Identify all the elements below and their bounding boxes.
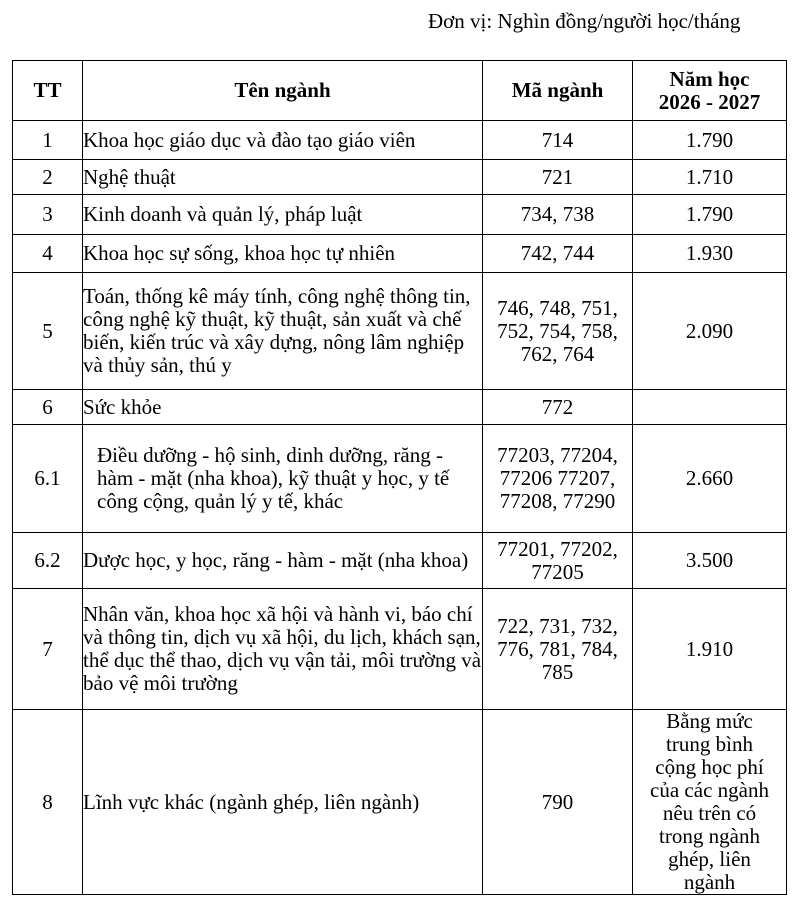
row-code-text: 77203, 77204, 77206 77207, 77208, 77290 [497,443,618,513]
header-name: Tên ngành [83,61,483,121]
row-name: Toán, thống kê máy tính, công nghệ thông tin, công nghệ kỹ thuật, kỹ thuật, sản xuất và chế biến, kiến trúc và xây dựng, nông lâm nghiệp và thủy sản, thú y [83,273,483,390]
table-row [13,390,787,425]
row-tt: 6.1 [13,425,83,533]
row-code: 790 [483,710,633,895]
row-code-text: 77201, 77202, 77205 [497,536,618,584]
row-tt: 1 [13,121,83,160]
row-name: Khoa học giáo dục và đào tạo giáo viên [83,121,483,160]
table-row [13,425,787,533]
row-code: 742, 744 [483,235,633,273]
header-year-label: Năm học 2026 - 2027 [658,66,761,114]
table-row [13,589,787,710]
row-code-text: 746, 748, 751, 752, 754, 758, 762, 764 [497,295,618,366]
row-tt: 3 [13,195,83,235]
row-name: Sức khỏe [83,390,483,425]
row-name: Điều dưỡng - hộ sinh, dinh dưỡng, răng - hàm - mặt (nha khoa), kỹ thuật y học, y tế công cộng, quản lý y tế, khác [83,425,483,533]
row-fee: 1.710 [633,160,787,195]
row-code: 734, 738 [483,195,633,235]
table-row [13,533,787,589]
row-fee [633,710,787,895]
header-tt: TT [13,61,83,121]
row-tt: 2 [13,160,83,195]
table-row [13,710,787,895]
header-code: Mã ngành [483,61,633,121]
row-name: Lĩnh vực khác (ngành ghép, liên ngành) [83,710,483,895]
row-fee: 2.090 [633,273,787,390]
row-name: Nhân văn, khoa học xã hội và hành vi, báo chí và thông tin, dịch vụ xã hội, du lịch, khách sạn, thể dục thể thao, dịch vụ vận tải, môi trường và bảo vệ môi trường [83,589,483,710]
row-tt: 6.2 [13,533,83,589]
row-fee: 1.790 [633,121,787,160]
row-fee: 1.790 [633,195,787,235]
row-name: Khoa học sự sống, khoa học tự nhiên [83,235,483,273]
row-fee: 2.660 [633,425,787,533]
row-code [483,273,633,390]
table-row [13,121,787,160]
row-tt: 6 [13,390,83,425]
row-code: 721 [483,160,633,195]
row-fee: 1.930 [633,235,787,273]
row-tt: 4 [13,235,83,273]
row-name: Dược học, y học, răng - hàm - mặt (nha khoa) [83,533,483,589]
row-fee [633,390,787,425]
row-code-text: 722, 731, 732, 776, 781, 784, 785 [497,613,618,684]
row-tt: 7 [13,589,83,710]
row-fee: 3.500 [633,533,787,589]
row-code [483,533,633,589]
row-fee-note: Bằng mức trung bình cộng học phí của các ngành nêu trên có trong ngành ghép, liên ngành [650,709,769,894]
row-name: Kinh doanh và quản lý, pháp luật [83,195,483,235]
table-row [13,160,787,195]
row-code: 714 [483,121,633,160]
row-code [483,589,633,710]
table-row [13,235,787,273]
row-code: 772 [483,390,633,425]
row-fee: 1.910 [633,589,787,710]
unit-note: Đơn vị: Nghìn đồng/người học/tháng [428,9,741,33]
header-year [633,61,787,121]
row-tt: 8 [13,710,83,895]
table-row [13,195,787,235]
tuition-table [12,60,787,895]
row-code [483,425,633,533]
row-tt: 5 [13,273,83,390]
header-row [13,61,787,121]
row-name: Nghệ thuật [83,160,483,195]
table-row [13,273,787,390]
